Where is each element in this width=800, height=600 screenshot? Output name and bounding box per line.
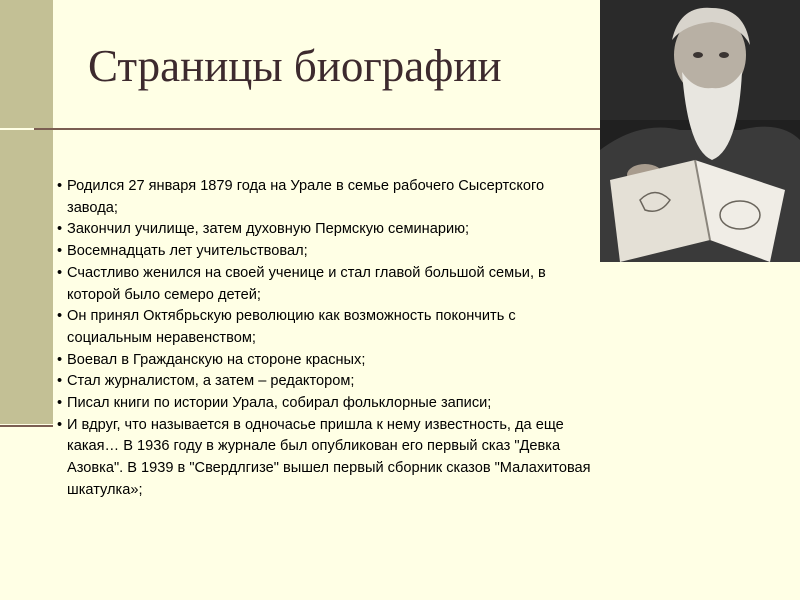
slide-title: Страницы биографии — [88, 41, 502, 91]
bullet-text: Закончил училище, затем духовную Пермскую семинарию; — [67, 221, 470, 238]
bullet-marker: • — [57, 178, 63, 194]
bullet-marker: • — [57, 395, 63, 412]
portrait-illustration — [600, 0, 800, 262]
bullet-text: Родился 27 января 1879 года на Урале в семье рабочего Сысертского завода; — [67, 178, 545, 216]
list-item — [57, 176, 597, 219]
decorative-sidebar-top — [0, 0, 53, 128]
bullet-text: Он принял Октябрьскую революцию как возможность покончить с социальным неравенством; — [67, 308, 516, 346]
list-item — [57, 371, 597, 393]
bullet-text: Счастливо женился на своей ученице и стал главой большой семьи, в которой было семеро детей; — [67, 264, 546, 303]
author-portrait-photo — [600, 0, 800, 262]
list-item — [57, 350, 597, 372]
list-item — [57, 241, 597, 263]
bullet-text: Воевал в Гражданскую на стороне красных; — [67, 351, 366, 368]
bullet-text: И вдруг, что называется в одночасье пришла к нему известность, да еще какая… В 1936 году в журнале был опубликован его первый сказ "Девка Азовка". В 1939 в "Свердлгизе" вышел первый сборник сказов "Малахитовая шкатулка»; — [67, 416, 591, 498]
bullet-marker: • — [57, 416, 63, 433]
decorative-sidebar-bottom — [0, 130, 53, 424]
bullet-marker: • — [57, 351, 63, 368]
biography-bullet-list — [57, 176, 597, 502]
bullet-text: Писал книги по истории Урала, собирал фольклорные записи; — [67, 395, 492, 412]
bullet-marker: • — [57, 373, 63, 390]
bullet-text: Восемнадцать лет учительствовал; — [67, 243, 308, 260]
bullet-marker: • — [57, 308, 63, 325]
list-item — [57, 306, 597, 349]
bullet-text: Стал журналистом, а затем – редактором; — [67, 373, 355, 390]
list-item — [57, 219, 597, 241]
list-item — [57, 415, 597, 502]
list-item — [57, 393, 597, 415]
bullet-marker: • — [57, 264, 63, 281]
sidebar-divider — [0, 425, 53, 427]
bullet-marker: • — [57, 221, 63, 238]
bullet-marker: • — [57, 243, 63, 260]
list-item — [57, 263, 597, 306]
title-divider — [34, 128, 634, 130]
